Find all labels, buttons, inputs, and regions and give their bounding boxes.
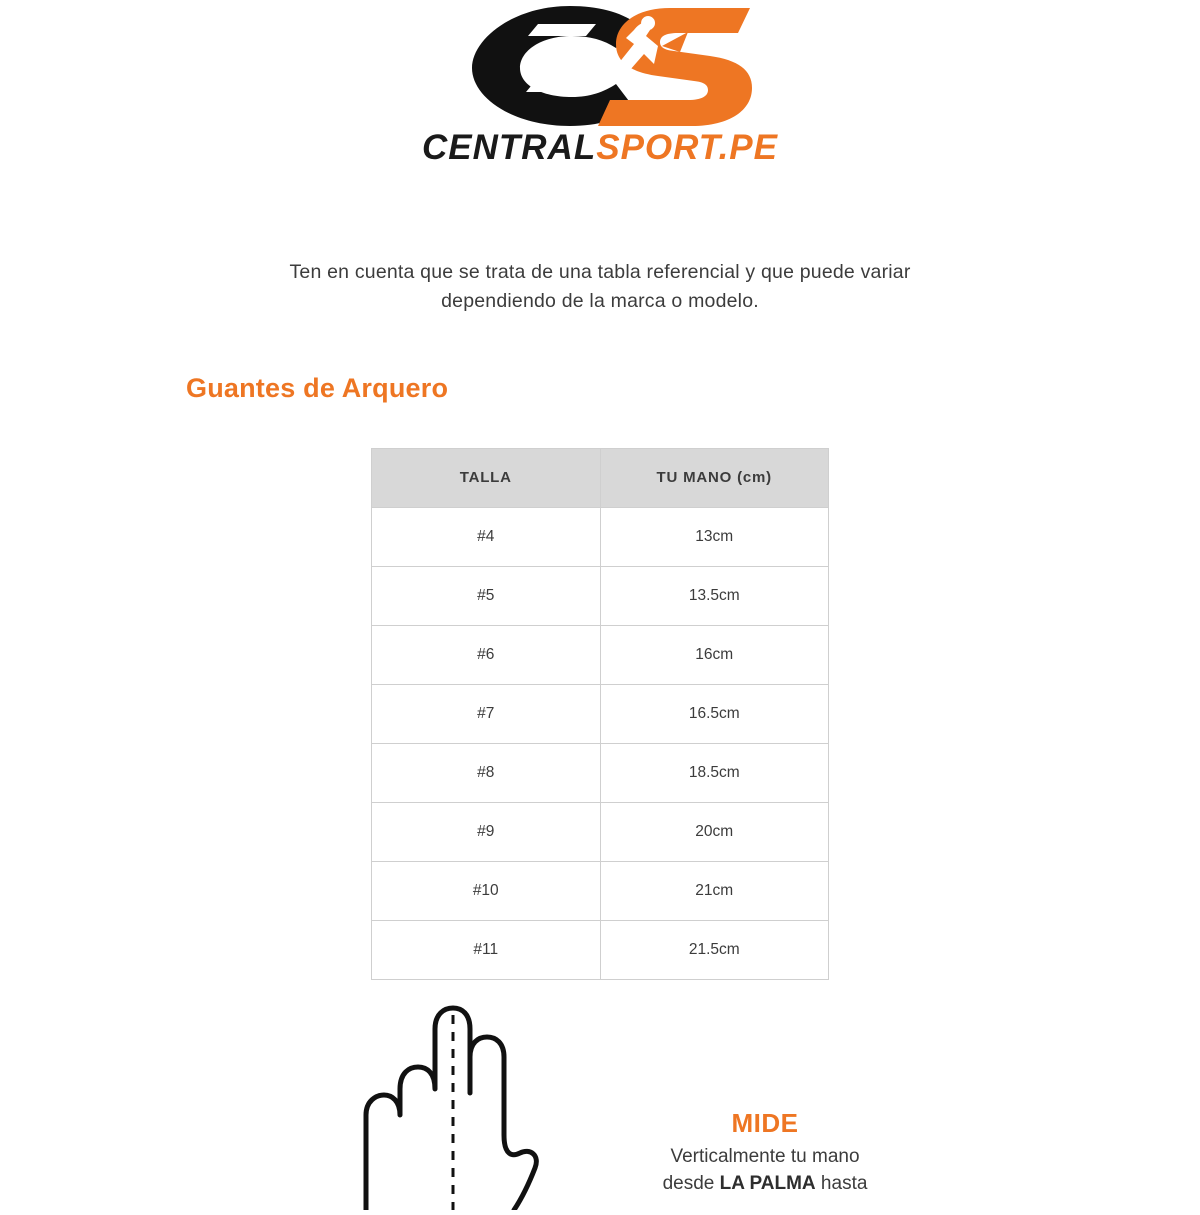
brand-wordmark bbox=[422, 128, 778, 168]
mide-line-2-after: hasta bbox=[815, 1173, 868, 1195]
hand-outline-icon bbox=[330, 1005, 570, 1205]
cell-mano: 21cm bbox=[600, 861, 829, 920]
mide-title: MIDE bbox=[731, 1108, 799, 1138]
cell-mano: 20cm bbox=[600, 802, 829, 861]
column-header-talla: TALLA bbox=[372, 448, 601, 507]
cell-mano: 16.5cm bbox=[600, 684, 829, 743]
wordmark-sport: SPORT.PE bbox=[596, 128, 778, 167]
centralsport-monogram-icon bbox=[420, 0, 780, 130]
disclaimer-text bbox=[240, 258, 960, 317]
table-row bbox=[372, 920, 829, 979]
cell-talla: #11 bbox=[372, 920, 601, 979]
mide-line-2-bold: LA PALMA bbox=[719, 1173, 816, 1195]
cell-talla: #4 bbox=[372, 507, 601, 566]
table-row bbox=[372, 625, 829, 684]
table-row bbox=[372, 684, 829, 743]
cell-talla: #5 bbox=[372, 566, 601, 625]
cell-mano: 21.5cm bbox=[600, 920, 829, 979]
mide-instructions bbox=[600, 1105, 930, 1198]
wordmark-central: CENTRAL bbox=[422, 128, 597, 167]
cell-talla: #7 bbox=[372, 684, 601, 743]
measuring-guide bbox=[0, 995, 1200, 1200]
mide-line-1: Verticalmente tu mano bbox=[670, 1145, 860, 1167]
brand-header bbox=[0, 0, 1200, 200]
mide-line-2 bbox=[600, 1170, 930, 1198]
table-row bbox=[372, 507, 829, 566]
cell-mano: 13cm bbox=[600, 507, 829, 566]
cell-talla: #6 bbox=[372, 625, 601, 684]
cell-talla: #8 bbox=[372, 743, 601, 802]
table-row bbox=[372, 566, 829, 625]
size-chart-table bbox=[371, 448, 829, 980]
cell-mano: 16cm bbox=[600, 625, 829, 684]
cell-mano: 13.5cm bbox=[600, 566, 829, 625]
column-header-mano: TU MANO (cm) bbox=[600, 448, 829, 507]
table-row bbox=[372, 743, 829, 802]
cell-talla: #9 bbox=[372, 802, 601, 861]
cell-talla: #10 bbox=[372, 861, 601, 920]
disclaimer-line-2: dependiendo de la marca o modelo. bbox=[441, 290, 759, 313]
table-row bbox=[372, 802, 829, 861]
mide-line-2-before: desde bbox=[662, 1173, 720, 1195]
page-title: Guantes de Arquero bbox=[186, 372, 449, 403]
table-header-row bbox=[372, 448, 829, 507]
disclaimer-line-1: Ten en cuenta que se trata de una tabla referencial y que puede variar bbox=[289, 261, 911, 283]
table-row bbox=[372, 861, 829, 920]
cell-mano: 18.5cm bbox=[600, 743, 829, 802]
